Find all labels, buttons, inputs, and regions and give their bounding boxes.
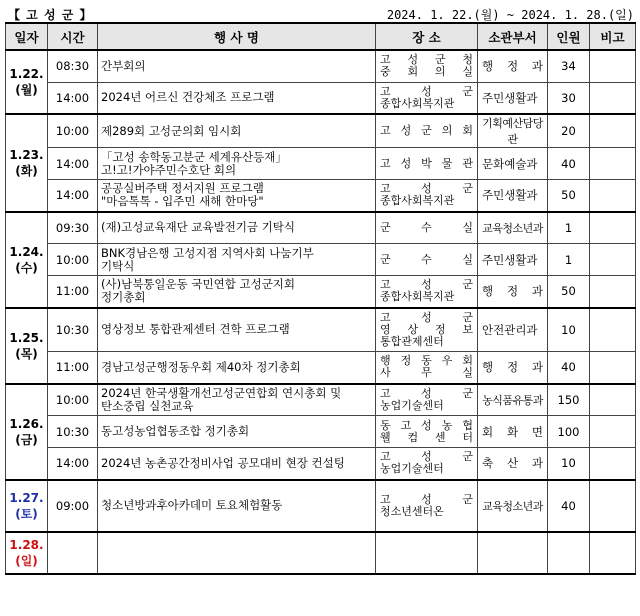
time-cell (48, 532, 98, 574)
date-label: 1.25. (9, 330, 44, 345)
dept-cell: 축 산 과 (478, 448, 548, 480)
col-date: 일자 (6, 23, 48, 50)
time-cell: 10:30 (48, 308, 98, 352)
event-name-cell (98, 532, 376, 574)
place-cell-line: 종합사회복지관 (380, 194, 455, 208)
date-label: 1.28. (9, 537, 44, 552)
event-name-cell-line: 「고성 송학동고분군 세계유산등재」 (101, 149, 287, 164)
table-row (6, 244, 636, 276)
dept-cell: 문화예술과 (478, 148, 548, 180)
date-label: 1.26. (9, 416, 44, 431)
dept-cell: 주민생활과 (478, 82, 548, 114)
table-row (6, 416, 636, 448)
table-row (6, 180, 636, 212)
table-row (6, 384, 636, 416)
place-cell-line: 행 정 동 우 회 (380, 354, 473, 368)
dept-cell: 회 화 면 (478, 416, 548, 448)
place-cell-line: 웰 컴 센 터 (380, 430, 473, 444)
place-cell-line: 고 성 군 (380, 450, 473, 464)
note-cell (590, 532, 636, 574)
time-cell: 14:00 (48, 448, 98, 480)
table-row (6, 82, 636, 114)
dept-cell: 안전관리과 (478, 308, 548, 352)
place-cell (376, 384, 478, 416)
event-name-cell (98, 480, 376, 532)
weekday-label: (월) (15, 83, 38, 97)
event-name-cell-line: 공공실버주택 정서지원 프로그램 (101, 181, 264, 196)
time-cell: 14:00 (48, 180, 98, 212)
note-cell (590, 244, 636, 276)
note-cell (590, 276, 636, 308)
place-cell-line: 농업기술센터 (380, 398, 444, 412)
col-dept: 소관부서 (478, 23, 548, 50)
place-cell-line: 군 수 실 (380, 220, 473, 234)
place-cell-line: 고 성 군 (380, 386, 473, 400)
place-cell-line: 고 성 군 (380, 182, 473, 196)
count-cell: 40 (548, 352, 590, 384)
table-header-row (6, 23, 636, 50)
count-cell: 40 (548, 480, 590, 532)
dept-cell: 교육청소년과 (478, 212, 548, 244)
dept-cell (478, 532, 548, 574)
weekday-label: (일) (15, 553, 38, 568)
count-cell: 40 (548, 148, 590, 180)
event-name-cell-line: 경남고성군행정동우회 제40차 정기총회 (101, 359, 301, 374)
place-cell (376, 448, 478, 480)
note-cell (590, 480, 636, 532)
place-cell-line: 고 성 군 (380, 278, 473, 292)
place-cell-line: 통합관제센터 (380, 334, 444, 348)
place-cell (376, 532, 478, 574)
event-name-cell (98, 448, 376, 480)
event-name-cell-line: 2024년 농촌공간정비사업 공모대비 현장 컨설팅 (101, 455, 345, 470)
note-cell (590, 50, 636, 82)
place-cell (376, 244, 478, 276)
note-cell (590, 82, 636, 114)
count-cell: 50 (548, 180, 590, 212)
time-cell: 11:00 (48, 276, 98, 308)
weekday-label: (수) (15, 260, 38, 275)
count-cell: 10 (548, 448, 590, 480)
table-row (6, 276, 636, 308)
place-cell (376, 148, 478, 180)
schedule-header (8, 4, 634, 22)
place-cell-line: 고 성 군 (380, 492, 473, 506)
place-cell-line: 고 성 군 청 (380, 53, 473, 67)
dept-cell: 주민생활과 (478, 180, 548, 212)
place-cell (376, 276, 478, 308)
note-cell (590, 114, 636, 148)
table-row (6, 148, 636, 180)
col-count: 인원 (548, 23, 590, 50)
note-cell (590, 384, 636, 416)
date-cell (6, 50, 48, 114)
place-cell-line: 고 성 박 물 관 (380, 156, 473, 170)
dept-cell: 행 정 과 (478, 276, 548, 308)
place-cell-line: 고 성 군 의 회 (380, 124, 473, 137)
event-name-cell (98, 308, 376, 352)
event-name-cell-line: 고!고!가야주민수호단 회의 (101, 162, 237, 177)
event-name-cell (98, 416, 376, 448)
table-row (6, 212, 636, 244)
count-cell: 30 (548, 82, 590, 114)
place-cell (376, 180, 478, 212)
event-name-cell (98, 50, 376, 82)
weekday-label: (토) (15, 506, 38, 521)
note-cell (590, 416, 636, 448)
dept-cell: 교육청소년과 (478, 480, 548, 532)
place-cell (376, 480, 478, 532)
time-cell: 09:30 (48, 212, 98, 244)
event-name-cell (98, 148, 376, 180)
time-cell: 09:00 (48, 480, 98, 532)
weekday-label: (화) (15, 163, 38, 178)
event-name-cell-line: BNK경남은행 고성지점 지역사회 나눔기부 (101, 245, 314, 260)
time-cell: 10:00 (48, 384, 98, 416)
place-cell (376, 50, 478, 82)
time-cell: 08:30 (48, 50, 98, 82)
weekday-label: (금) (15, 432, 38, 447)
count-cell: 100 (548, 416, 590, 448)
date-label: 1.27. (9, 490, 44, 505)
place-cell-line: 사 무 실 (380, 366, 473, 380)
table-row (6, 352, 636, 384)
place-cell-line: 종합사회복지관 (380, 96, 455, 110)
event-name-cell-line: 동고성농업협동조합 정기총회 (101, 424, 250, 438)
note-cell (590, 180, 636, 212)
place-cell (376, 114, 478, 148)
table-row (6, 50, 636, 82)
event-name-cell (98, 180, 376, 212)
event-name-cell-line: 2024년 어르신 건강체조 프로그램 (101, 90, 275, 105)
place-cell (376, 352, 478, 384)
event-name-cell-line: 탄소중립 실천교육 (101, 398, 194, 413)
table-row (6, 532, 636, 574)
place-cell-line: 영 상 정 보 (380, 322, 473, 336)
dept-cell: 농식품유통과 (478, 384, 548, 416)
table-row (6, 448, 636, 480)
place-cell (376, 416, 478, 448)
event-name-cell (98, 82, 376, 114)
note-cell (590, 352, 636, 384)
event-name-cell (98, 384, 376, 416)
place-cell (376, 212, 478, 244)
event-name-cell-line: 영상정보 통합관제센터 견학 프로그램 (101, 322, 290, 337)
date-cell (6, 532, 48, 574)
event-name-cell-line: 정기총회 (101, 290, 146, 305)
note-cell (590, 308, 636, 352)
time-cell: 14:00 (48, 82, 98, 114)
date-label: 1.23. (9, 147, 44, 162)
event-name-cell-line: 간부회의 (101, 58, 146, 73)
event-name-cell-line: 제289회 고성군의회 임시회 (101, 123, 242, 138)
date-range: 2024. 1. 22.(월) ~ 2024. 1. 28.(일) (386, 8, 634, 22)
place-cell (376, 308, 478, 352)
time-cell: 10:30 (48, 416, 98, 448)
count-cell: 50 (548, 276, 590, 308)
dept-cell: 기획예산담당관 (478, 114, 548, 148)
col-event: 행 사 명 (98, 23, 376, 50)
place-cell-line: 동 고 성 농 협 (380, 418, 473, 432)
event-name-cell (98, 244, 376, 276)
place-cell (376, 82, 478, 114)
event-name-cell-line: (사)남북통일운동 국민연합 고성군지회 (101, 277, 296, 292)
place-cell-line: 고 성 군 (380, 84, 473, 98)
time-cell: 10:00 (48, 114, 98, 148)
count-cell: 1 (548, 212, 590, 244)
event-name-cell (98, 114, 376, 148)
event-name-cell (98, 212, 376, 244)
dept-cell: 행 정 과 (478, 50, 548, 82)
count-cell: 20 (548, 114, 590, 148)
date-cell (6, 480, 48, 532)
time-cell: 14:00 (48, 148, 98, 180)
date-cell (6, 384, 48, 480)
event-name-cell-line: (재)고성교육재단 교육발전기금 기탁식 (101, 220, 296, 235)
weekday-label: (목) (15, 346, 38, 361)
note-cell (590, 212, 636, 244)
place-cell-line: 군 수 실 (380, 252, 473, 266)
schedule-table (5, 22, 636, 575)
place-cell-line: 청소년센터온 (380, 504, 444, 518)
dept-cell: 주민생활과 (478, 244, 548, 276)
event-name-cell (98, 352, 376, 384)
count-cell: 10 (548, 308, 590, 352)
count-cell (548, 532, 590, 574)
place-cell-line: 중 회 의 실 (380, 65, 473, 79)
event-name-cell-line: 2024년 한국생활개선고성군연합회 연시총회 및 (101, 385, 342, 400)
table-row (6, 114, 636, 148)
table-row (6, 308, 636, 352)
table-row (6, 480, 636, 532)
place-cell-line: 고 성 군 (380, 310, 473, 324)
event-name-cell-line: 청소년방과후아카데미 토요체험활동 (101, 498, 283, 512)
date-cell (6, 212, 48, 308)
col-note: 비고 (590, 23, 636, 50)
date-label: 1.24. (9, 244, 44, 259)
place-cell-line: 종합사회복지관 (380, 290, 455, 304)
dept-cell: 행 정 과 (478, 352, 548, 384)
count-cell: 150 (548, 384, 590, 416)
date-cell (6, 308, 48, 384)
schedule-body (6, 50, 636, 574)
event-name-cell-line: 기탁식 (101, 258, 135, 273)
time-cell: 10:00 (48, 244, 98, 276)
event-name-cell-line: "마음톡톡 - 입주민 새해 한마당" (101, 194, 264, 209)
place-cell-line: 농업기술센터 (380, 462, 444, 476)
time-cell: 11:00 (48, 352, 98, 384)
count-cell: 34 (548, 50, 590, 82)
count-cell: 1 (548, 244, 590, 276)
col-time: 시간 (48, 23, 98, 50)
note-cell (590, 148, 636, 180)
note-cell (590, 448, 636, 480)
col-place: 장 소 (376, 23, 478, 50)
date-label: 1.22. (9, 67, 44, 81)
date-cell (6, 114, 48, 212)
region-title: 【 고 성 군 】 (8, 8, 93, 22)
event-name-cell (98, 276, 376, 308)
